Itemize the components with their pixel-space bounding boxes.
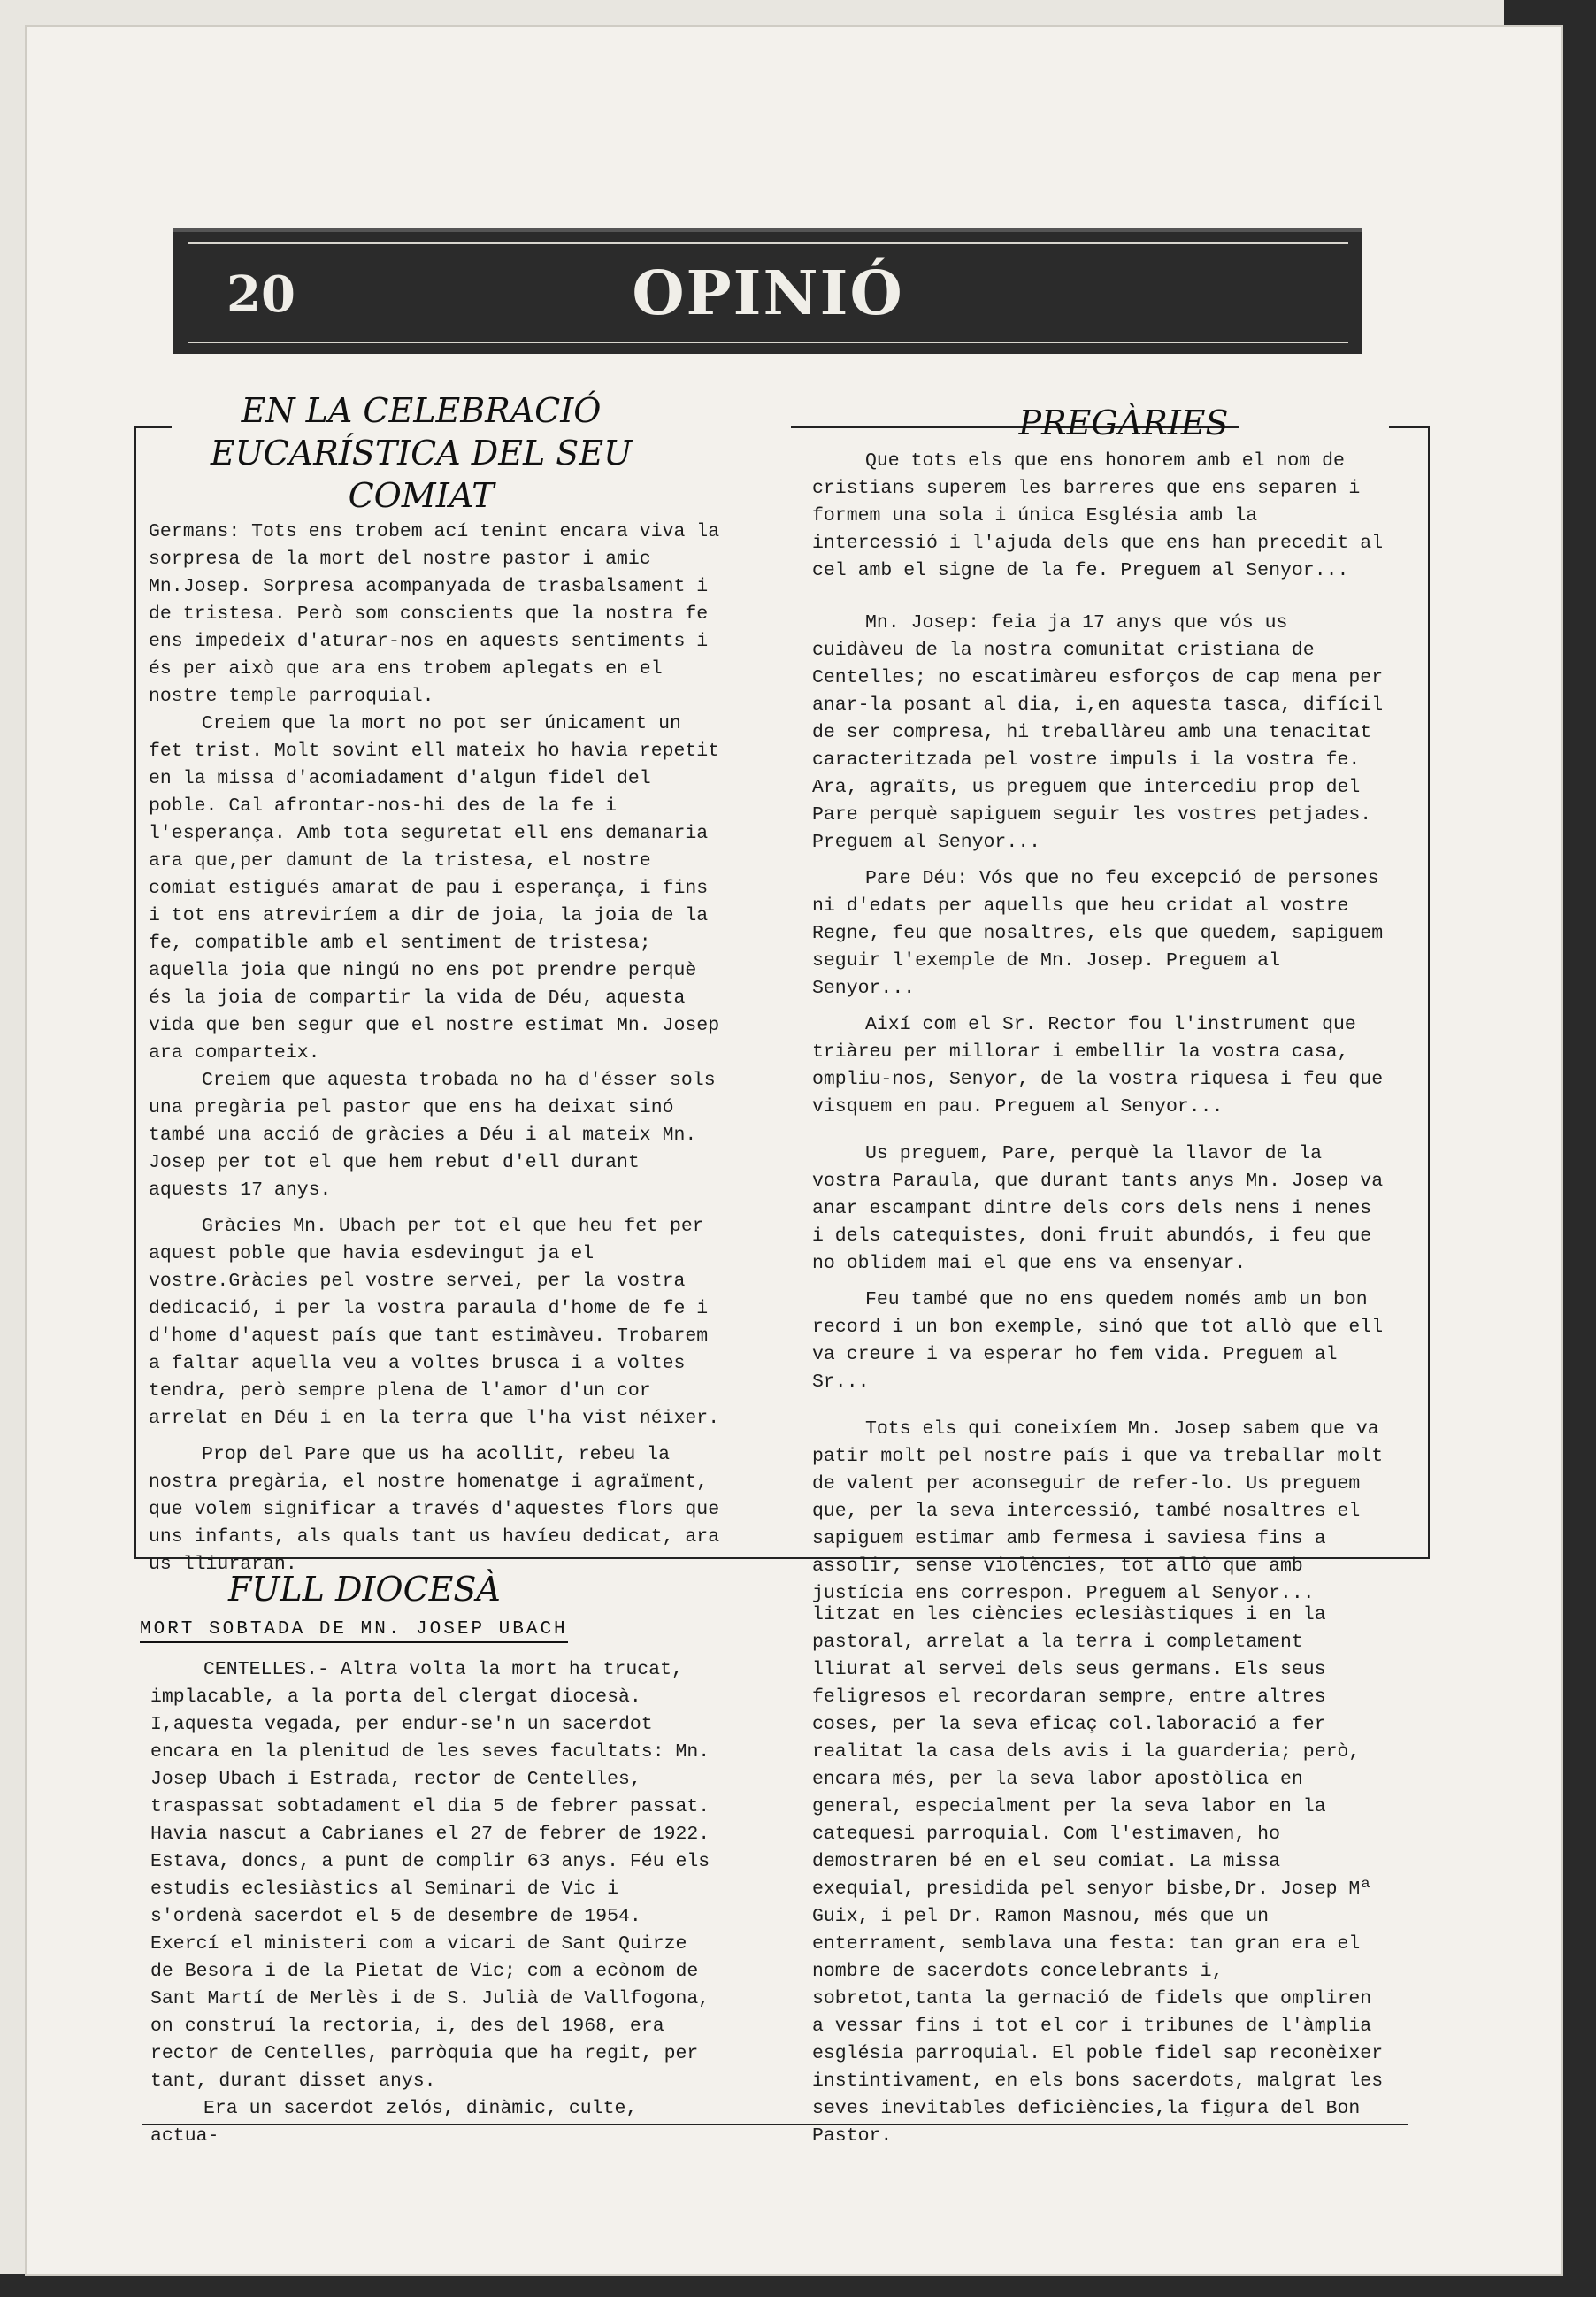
paragraph: CENTELLES.- Altra volta la mort ha trucat, implacable, a la porta del clergat diocesà. I,aquesta vegada, per endur-se'n un sacerdot encara en la plenitud de les seves facultats: Mn. Josep Ubach i Estrada, rector de Centelles, traspassat sobtadament el dia 5 de febrer passat. Havia nascut a Cabrianes el 27 de febrer de 1922. Estava, doncs, a punt de complir 63 anys. Féu els estudis eclesiàstics al Seminari de Vic i s'ordenà sacerdot el 5 de desembre de 1954. Exercí el ministeri com a vicari de Sant Quirze de Besora i de la Pietat de Vic; com a ecònom de Sant Martí de Merlès i de S. Julià de Vallfogona, on construí la rectoria, i, des del 1968, era rector de Centelles, parròquia que ha regit, per tant, durant disset anys. (150, 1659, 710, 2092)
headline-full-diocesa: FULL DIOCESÀ (228, 1570, 501, 1609)
paragraph: Era un sacerdot zelós, dinàmic, culte, actua- (150, 2098, 638, 2147)
paragraph: Germans: Tots ens trobem ací tenint encara viva la sorpresa de la mort del nostre pastor i amic Mn.Josep. Sorpresa acompanyada de trasbalsament i de tristesa. Però som conscients que la nostra fe ens impedeix d'aturar-nos en aquests sentiments i és per això que ara ens trobem aplegats en el nostre temple parroquial. (149, 521, 720, 707)
article-diocesa-body-right (812, 1602, 1387, 2150)
paragraph: Pare Déu: Vós que no feu excepció de persones ni d'edats per aquells que heu cridat al vostre Regne, feu que nosaltres, els que quedem, sapiguem seguir l'exemple de Mn. Josep. Preguem al Senyor... (812, 868, 1384, 999)
paragraph: Creiem que la mort no pot ser únicament un fet trist. Molt sovint ell mateix ho havia repetit en la missa d'acomiadament d'algun fidel del poble. Cal afrontar-nos-hi des de la fe i l'esperança. Amb tota seguretat ell ens demanaria ara que,per damunt de la tristesa, el nostre comiat estigués amarat de pau i esperança, i fins i tot ens atreviríem a dir de joia, la joia de la fe, compatible amb el sentiment de tristesa; aquella joia que ningú no ens pot prendre perquè és la joia de compartir la vida de Déu, aquesta vida que ben segur que el nostre estimat Mn. Josep ara comparteix. (149, 713, 720, 1064)
paragraph: Mn. Josep: feia ja 17 anys que vós us cuidàveu de la nostra comunitat cristiana de Centelles; no escatimàreu esforços de cap mena per anar-la posant al dia, i,en aquesta tasca, difícil de ser compresa, hi treballàreu amb una tenacitat caracteritzada pel vostre impuls i la vostra fe. Ara, agraïts, us preguem que intercediu prop del Pare perquè sapiguem seguir les vostres petjades. Preguem al Senyor... (812, 612, 1384, 853)
article-comiat-body (149, 519, 724, 1579)
page-number: 20 (226, 265, 295, 324)
scan-edge-right (1561, 0, 1596, 2297)
paragraph: Creiem que aquesta trobada no ha d'ésser sols una pregària pel pastor que ens ha deixat sinó també una acció de gràcies a Déu i al mateix Mn. Josep per tot el que hem rebut d'ell durant aquests 17 anys. (149, 1070, 716, 1201)
headline-pregaries: PREGÀRIES (1018, 403, 1229, 442)
section-title: OPINIÓ (632, 258, 904, 329)
frame-title-gap-right (1239, 425, 1389, 430)
paragraph: Feu també que no ens quedem només amb un bon record i un bon exemple, sinó que tot allò que ell va creure i va esperar ho fem vida. Preguem al Sr... (812, 1289, 1384, 1393)
paragraph: Que tots els que ens honorem amb el nom de cristians superem les barreres que ens separen i formem una sola i única Església amb la intercessió i l'ajuda dels que ens han precedit al cel amb el signe de la fe. Preguem al Senyor... (812, 450, 1384, 581)
paragraph: Us preguem, Pare, perquè la llavor de la vostra Paraula, que durant tants anys Mn. Josep va anar escampant dintre dels cors dels nens i nenes i dels catequistes, doni fruit abundós, i feu que no oblidem mai el que ens va ensenyar. (812, 1143, 1384, 1274)
paragraph: Gràcies Mn. Ubach per tot el que heu fet per aquest poble que havia esdevingut ja el vostre.Gràcies pel vostre servei, per la vostra dedicació, i per la vostra paraula d'home de fe i d'home d'aquest país que tant estimàveu. Trobarem a faltar aquella veu a voltes brusca i a voltes tendra, però sempre plena de l'amor d'un cor arrelat en Déu i en la terra que l'ha vist néixer. (149, 1216, 720, 1429)
section-header (173, 228, 1362, 354)
article-diocesa-body-left (150, 1656, 717, 2150)
paragraph: Tots els qui coneixíem Mn. Josep sabem que va patir molt pel nostre país i que va treballar molt de valent per aconseguir de refer-lo. Us preguem que, per la seva intercessió, també nosaltres el sapiguem estimar amb fermesa i saviesa fins a assolir, sense violències, tot allò que amb justícia ens correspon. Preguem al Senyor... (812, 1418, 1384, 1604)
header-rule-top (188, 242, 1348, 244)
scan-edge-bottom (0, 2274, 1596, 2297)
header-rule-bottom (188, 342, 1348, 343)
paragraph: Prop del Pare que us ha acollit, rebeu la nostra pregària, el nostre homenatge i agraïment, que volem significar a través d'aquestes flors que uns infants, als quals tant us havíeu dedicat, ara us lliuraran. (149, 1444, 720, 1575)
paragraph: Així com el Sr. Rector fou l'instrument que triàreu per millorar i embellir la vostra casa, ompliu-nos, Senyor, de la vostra riquesa i feu que visquem en pau. Preguem al Senyor... (812, 1014, 1384, 1118)
subheadline-mort-sobtada: MORT SOBTADA DE MN. JOSEP UBACH (140, 1619, 568, 1643)
bottom-rule (142, 2124, 1408, 2125)
article-pregaries-body (812, 448, 1387, 1608)
paragraph: litzat en les ciències eclesiàstiques i en la pastoral, arrelat a la terra i completament lliurat al servei dels seus germans. Els seus feligresos el recordaran sempre, entre altres coses, per la seva eficaç col.laboració a fer realitat la casa dels avis i la guarderia; però, encara més, per la seva labor apostòlica en general, especialment per la seva labor en la catequesi parroquial. Com l'estimaven, ho demostraren bé en el seu comiat. La missa exequial, presidida pel senyor bisbe,Dr. Josep Mª Guix, i pel Dr. Ramon Masnou, més que un enterrament, semblava una festa: tan gran era el nombre de sacerdots concelebrants i, sobretot,tanta la gernació de fidels que ompliren a vessar fins i tot el cor i tribunes de l'àmplia església parroquial. El poble fidel sap reconèixer instintivament, en els bons sacerdots, malgrat les seves inevitables deficiències,la figura del Bon Pastor. (812, 1604, 1384, 2147)
headline-comiat: EN LA CELEBRACIÓ EUCARÍSTICA DEL SEU COMIAT (210, 391, 633, 515)
